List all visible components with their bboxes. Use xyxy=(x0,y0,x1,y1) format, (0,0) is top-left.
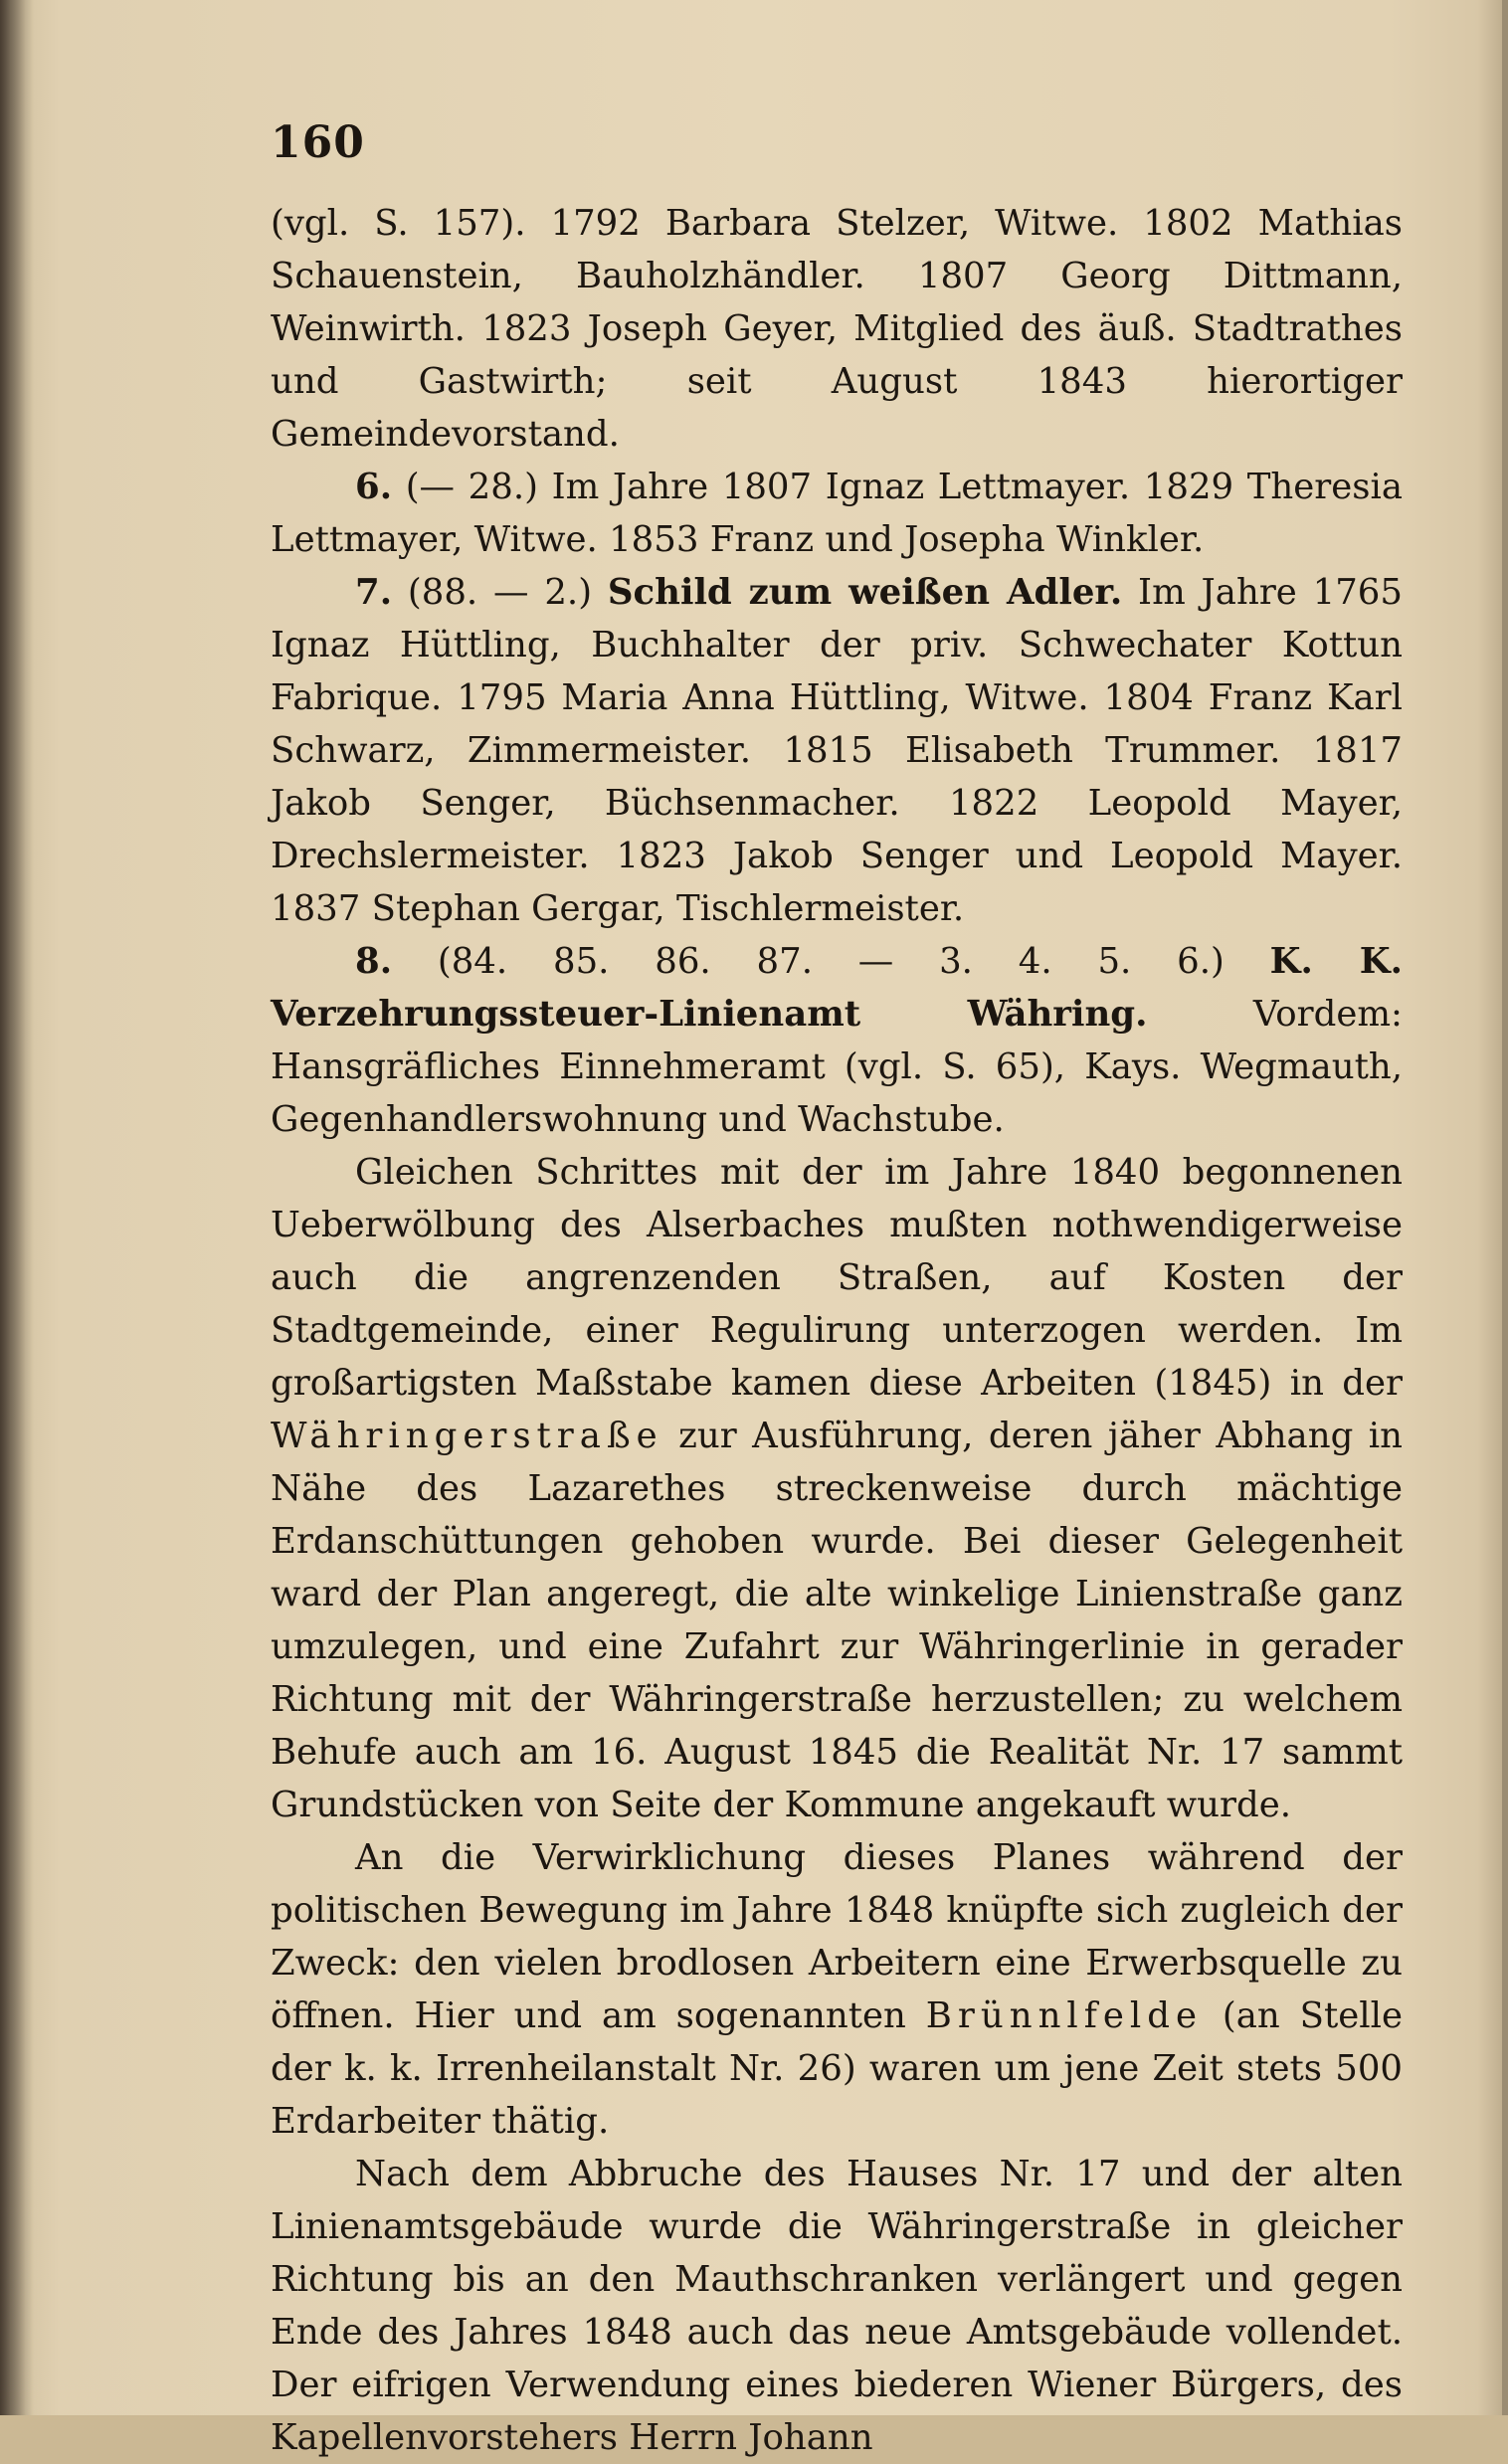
paragraph-text: zur Ausführung, deren jäher Abhang in Nähe des Lazarethes streckenweise durch mächtige Erdanschüttungen gehoben wurde. Bei dieser Gelegenheit ward der Plan angeregt, die alte winkelige Linienstraße ganz umzulegen, und eine Zufahrt zur Währingerlinie in gerader Richtung mit der Währingerstraße herzustellen; zu welchem Behufe auch am 16. August 1845 die Realität Nr. 17 sammt Grundstücken von Seite der Kommune angekauft wurde. xyxy=(271,1416,1403,1825)
spaced-emphasis: Brünnlfelde xyxy=(925,1995,1204,2036)
entry-ref: (88. — 2.) xyxy=(407,572,593,613)
page-number: 160 xyxy=(271,117,365,168)
body-text xyxy=(271,197,1403,2464)
paragraph-street-regulation xyxy=(271,1146,1403,1831)
entry-number: 7. xyxy=(355,572,393,613)
entry-text: (— 28.) Im Jahre 1807 Ignaz Lettmayer. 1829 Theresia Lettmayer, Witwe. 1853 Franz und Josepha Winkler. xyxy=(271,467,1403,560)
paragraph-entry-7 xyxy=(271,566,1403,935)
entry-heading: Schild zum weißen Adler. xyxy=(607,572,1123,613)
paragraph-text: Gleichen Schrittes mit der im Jahre 1840 begonnenen Ueberwölbung des Alserbaches mußten nothwendigerweise auch die angrenzenden Straßen, auf Kosten der Stadtgemeinde, einer Regulirung unterzogen werden. Im großartigsten Maßstabe kamen diese Arbeiten (1845) in der xyxy=(271,1152,1403,1404)
entry-ref: (84. 85. 86. 87. — 3. 4. 5. 6.) xyxy=(437,941,1225,982)
entry-heading: K. K. Verzehrungssteuer-Linienamt Währing. xyxy=(271,941,1403,1035)
entry-text: Vordem: Hansgräfliches Einnehmeramt (vgl. S. 65), Kays. Wegmauth, Gegenhandlerswohnung und Wachstube. xyxy=(271,994,1403,1140)
entry-number: 6. xyxy=(355,467,393,507)
paragraph-text: (an Stelle der k. k. Irrenheilanstalt Nr. 26) waren um jene Zeit stets 500 Erdarbeiter thätig. xyxy=(271,1995,1403,2142)
paragraph-entry-6 xyxy=(271,461,1403,566)
paragraph-1848-works xyxy=(271,1831,1403,2148)
paragraph-text: An die Verwirklichung dieses Planes während der politischen Bewegung im Jahre 1848 knüpfte sich zugleich der Zweck: den vielen brodlosen Arbeitern eine Erwerbsquelle zu öffnen. Hier und am sogenannten xyxy=(271,1837,1403,2036)
paragraph-entry-8 xyxy=(271,935,1403,1146)
paragraph-1: (vgl. S. 157). 1792 Barbara Stelzer, Witwe. 1802 Mathias Schauenstein, Bauholzhändler. 1807 Georg Dittmann, Weinwirth. 1823 Joseph Geyer, Mitglied des äuß. Stadtrathes und Gastwirth; seit August 1843 hierortiger Gemeindevorstand. xyxy=(271,203,1403,455)
paragraph-demolition: Nach dem Abbruche des Hauses Nr. 17 und der alten Linienamtsgebäude wurde die Währingerstraße in gleicher Richtung bis an den Mauthschranken verlängert und gegen Ende des Jahres 1848 auch das neue Amtsgebäude vollendet. Der eifrigen Verwendung eines biederen Wiener Bürgers, des Kapellenvorstehers Herrn Johann xyxy=(271,2154,1403,2458)
page-edge xyxy=(1502,0,1508,2415)
entry-number: 8. xyxy=(355,941,393,982)
spaced-emphasis: Währingerstraße xyxy=(271,1416,663,1456)
binding-gutter-shadow xyxy=(0,0,34,2415)
entry-text: Im Jahre 1765 Ignaz Hüttling, Buchhalter der priv. Schwechater Kottun Fabrique. 1795 Maria Anna Hüttling, Witwe. 1804 Franz Karl Schwarz, Zimmermeister. 1815 Elisabeth Trummer. 1817 Jakob Senger, Büchsenmacher. 1822 Leopold Mayer, Drechslermeister. 1823 Jakob Senger und Leopold Mayer. 1837 Stephan Gergar, Tischlermeister. xyxy=(271,572,1403,929)
